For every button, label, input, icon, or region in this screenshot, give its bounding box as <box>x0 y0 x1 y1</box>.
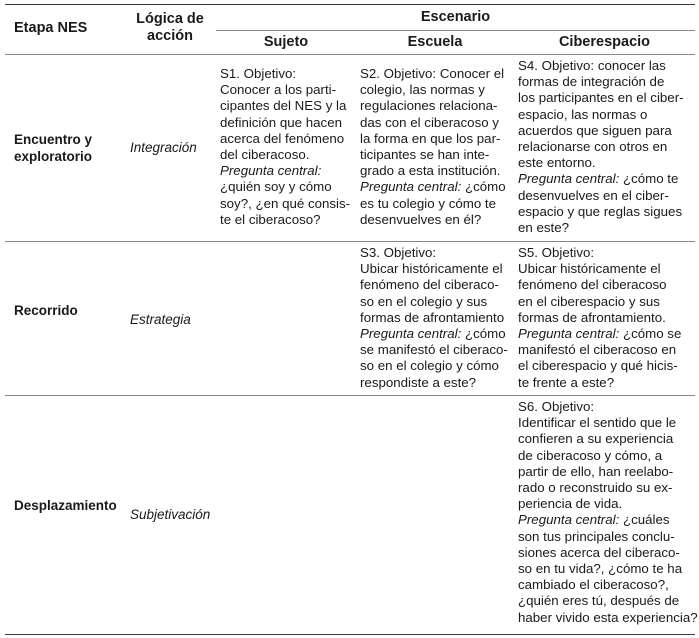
s6-objective-line: rado o reconstruido su ex- <box>518 480 673 496</box>
row1-stage <box>14 131 92 165</box>
s5-objective-title: S5. Objetivo: <box>518 245 595 260</box>
header-logic <box>120 11 220 45</box>
s2-question-label: Pregunta central: <box>360 179 462 195</box>
s2-objective-line: ticipantes se han inte- <box>360 147 490 163</box>
s3-objective-line: Ubicar históricamente el <box>360 261 503 277</box>
s5-question-tail: ¿cómo se <box>619 326 682 342</box>
s2-objective-line: la forma en que los par- <box>360 130 501 146</box>
s6-objective-title: S6. Objetivo: <box>518 399 595 414</box>
s2-objective-line: grado a esta institución. <box>360 163 501 179</box>
header-stage: Etapa NES <box>14 20 88 36</box>
s1-question-line: te el ciberacoso? <box>220 211 321 227</box>
s5-question-line: manifestó el ciberacoso en <box>518 342 677 358</box>
s4-objective-line: acuerdos que siguen para <box>518 122 672 138</box>
s2-question-first-line <box>360 179 506 195</box>
row3-logic: Subjetivación <box>130 507 211 522</box>
s4-question-line: desenvuelves en el ciber- <box>518 187 669 203</box>
header-logic-line1: Lógica de <box>136 11 204 27</box>
s6-objective-line: periencia de vida. <box>518 496 623 512</box>
row2-school-cell <box>360 245 508 391</box>
s3-objective-line: formas de afrontamiento <box>360 309 505 325</box>
s3-question-label: Pregunta central: <box>360 326 462 342</box>
s1-question-line: soy?, ¿en qué consis- <box>220 195 351 211</box>
s4-objective-line: los participantes en el ciber- <box>518 90 684 106</box>
s6-question-tail: ¿cuáles <box>619 512 670 528</box>
s3-question-tail: ¿cómo <box>461 326 506 342</box>
s4-question-first-line <box>518 171 684 187</box>
s3-question-line: so en el colegio y cómo <box>360 358 499 374</box>
row-divider-1 <box>5 241 695 242</box>
row1-subject-cell <box>220 66 350 228</box>
s2-objective-title: S2. Objetivo: Conocer el <box>360 66 505 81</box>
s5-question-line: el ciberespacio y qué hicis- <box>518 358 678 374</box>
row3-stage: Desplazamiento <box>14 498 117 513</box>
row2-cyberspace-cell <box>518 245 681 391</box>
s6-question-line: so en tu vida?, ¿cómo te ha <box>518 561 683 577</box>
s5-question-first-line <box>518 326 681 342</box>
s1-objective-line: definición que hacen <box>220 114 342 130</box>
header-scenario: Escenario <box>420 9 491 25</box>
s2-question-line: desenvuelves en él? <box>360 211 482 227</box>
row2-stage: Recorrido <box>14 303 78 318</box>
s1-objective-line: acerca del fenómeno <box>220 130 345 146</box>
table-bottom-rule <box>5 634 695 635</box>
s1-objective-line: cipantes del NES y la <box>220 98 347 114</box>
row1-logic: Integración <box>130 140 197 155</box>
s5-question-line: te frente a este? <box>518 374 615 390</box>
s4-objective-line: formas de integración de <box>518 74 665 90</box>
s6-question-line: haber vivido esta experiencia? <box>518 609 698 625</box>
s2-question-line: es tu colegio y cómo te <box>360 195 496 211</box>
row1-cyberspace-cell <box>518 58 684 236</box>
header-col-school: Escuela <box>407 34 463 50</box>
s1-objective-line: del ciberacoso. <box>220 147 310 163</box>
s6-objective-line: confieren a su experiencia <box>518 431 674 447</box>
s4-question-label: Pregunta central: <box>518 171 620 187</box>
s6-objective-line: Identificar el sentido que le <box>518 415 677 431</box>
s5-objective-line: en el ciberespacio y sus <box>518 293 660 309</box>
s6-question-first-line <box>518 512 698 528</box>
s1-objective-line: Conocer a los parti- <box>220 82 337 98</box>
s3-objective-title: S3. Objetivo: <box>360 245 437 260</box>
s3-question-first-line <box>360 326 508 342</box>
s5-objective-line: fenómeno del ciberacoso <box>518 277 667 293</box>
s6-question-line: cambiado el ciberacoso?, <box>518 577 669 593</box>
s3-objective-line: fenómeno del ciberaco- <box>360 277 499 293</box>
s5-objective-line: formas de afrontamiento. <box>518 309 666 325</box>
header-logic-line2: acción <box>147 28 193 44</box>
s6-question-line: son tus principales conclu- <box>518 528 675 544</box>
s4-objective-title: S4. Objetivo: conocer las <box>518 58 666 73</box>
s6-objective-line: de ciberacoso y cómo, a <box>518 447 663 463</box>
s2-objective-line: das con el ciberacoso y <box>360 114 499 130</box>
s4-question-line: espacio y que reglas sigues <box>518 203 683 219</box>
header-col-cyberspace: Ciberespacio <box>558 34 651 50</box>
s1-question-label: Pregunta central: <box>220 163 322 179</box>
s3-objective-line: so en el colegio y sus <box>360 293 488 309</box>
s4-question-tail: ¿cómo te <box>619 171 679 187</box>
s5-question-label: Pregunta central: <box>518 326 620 342</box>
s4-objective-line: este entorno. <box>518 155 596 171</box>
s3-question-line: respondiste a este? <box>360 374 477 390</box>
table-top-rule <box>5 4 695 5</box>
s5-objective-line: Ubicar históricamente el <box>518 261 661 277</box>
s2-objective-line: regulaciones relaciona- <box>360 98 498 114</box>
s6-question-label: Pregunta central: <box>518 512 620 528</box>
s4-objective-line: espacio, las normas o <box>518 106 648 122</box>
s6-question-line: siones acerca del ciberaco- <box>518 544 680 560</box>
s3-question-line: se manifestó el ciberaco- <box>360 342 508 358</box>
s4-question-line: en este? <box>518 220 570 236</box>
scenario-underline <box>216 30 695 31</box>
s1-objective-title: S1. Objetivo: <box>220 66 297 81</box>
s1-question-line: ¿quién soy y cómo <box>220 179 332 195</box>
row1-school-cell <box>360 66 506 228</box>
s6-objective-line: partir de ello, han reelabo- <box>518 463 674 479</box>
row2-logic: Estrategia <box>130 312 191 327</box>
s2-question-tail: ¿cómo <box>461 179 506 195</box>
header-col-subject: Sujeto <box>263 34 309 50</box>
row-divider-2 <box>5 395 695 396</box>
header-bottom-rule <box>5 54 695 55</box>
s6-question-line: ¿quién eres tú, después de <box>518 593 680 609</box>
row1-stage-line2: exploratorio <box>14 149 93 164</box>
s4-objective-line: relacionarse con otros en <box>518 139 668 155</box>
row1-stage-line1: Encuentro y <box>14 132 93 147</box>
s2-objective-line: colegio, las normas y <box>360 82 485 98</box>
row3-cyberspace-cell <box>518 399 698 626</box>
